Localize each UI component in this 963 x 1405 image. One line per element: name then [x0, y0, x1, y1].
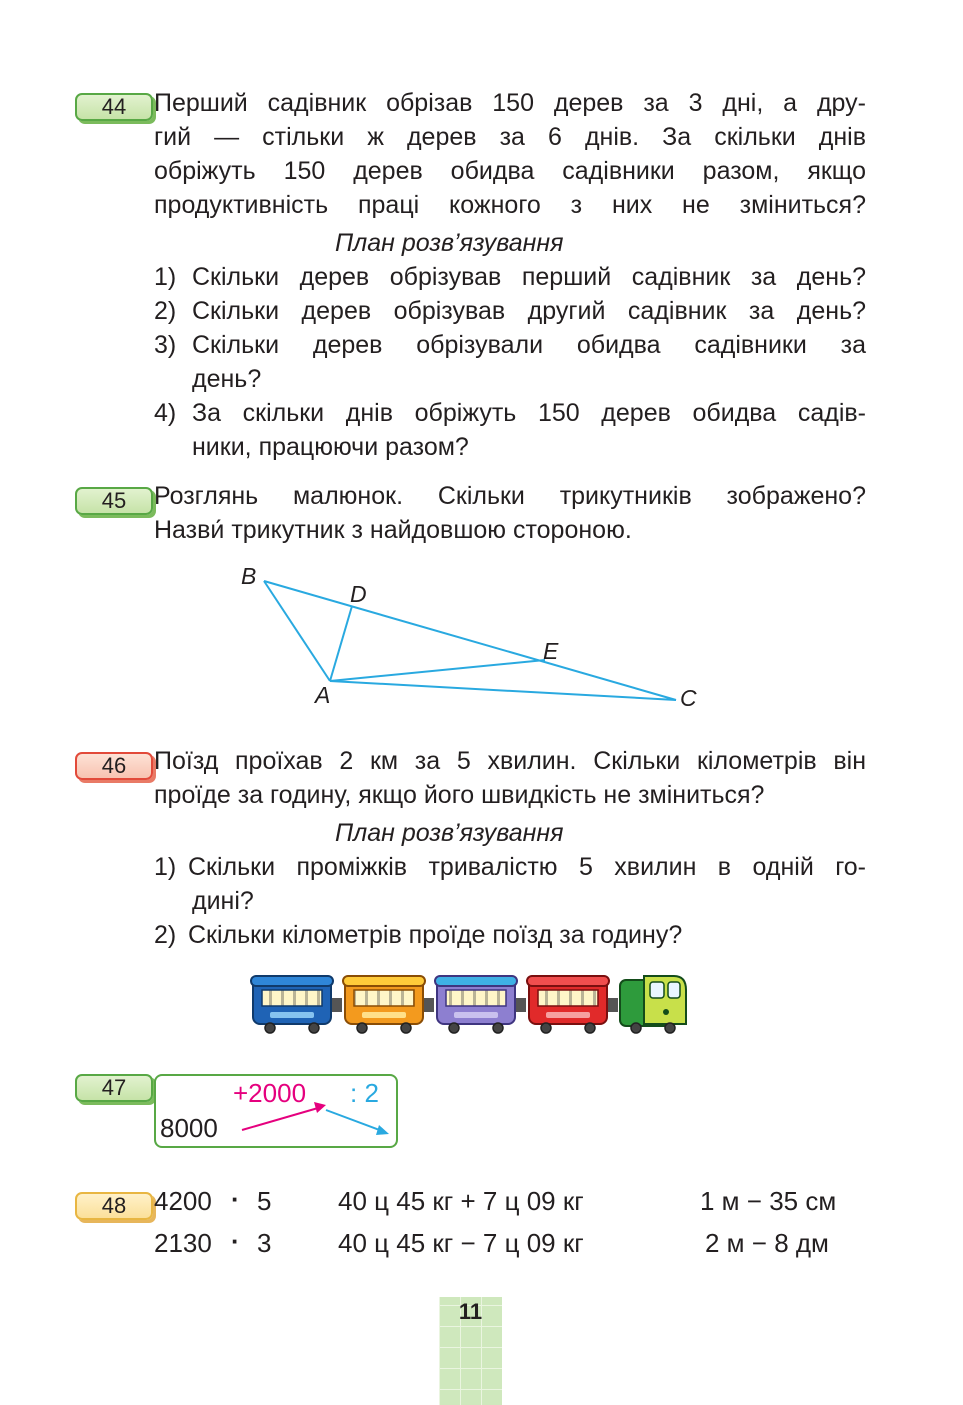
point-label-E: E [543, 638, 559, 664]
task-44-plan-item-2: Скільки дерев обрізував другий садівник за день? [192, 297, 866, 325]
chain-operation-add: +2000 [233, 1078, 307, 1108]
task-46-plan-num-1: 1) [154, 853, 177, 881]
task-46-plan-item-2: Скільки кілометрів проїде поїзд за годину? [188, 921, 683, 949]
task-number-badge-47: 47 [75, 1074, 153, 1102]
task-45-text-line-2: Назви́ трикутник з найдовшою стороною. [154, 516, 632, 544]
expr-2: 40 ц 45 кг + 7 ц 09 кг [338, 1186, 584, 1216]
chain-operation-divide: : 2 [350, 1078, 379, 1108]
task-number-badge-46: 46 [75, 752, 153, 780]
arrow-divide [326, 1110, 382, 1131]
task-44-plan-num-4: 4) [154, 399, 177, 427]
task-number-badge-45: 45 [75, 487, 153, 515]
task-46-plan-item-1-cont: дині? [192, 887, 254, 915]
expr-1-right: 5 [257, 1186, 272, 1216]
task-46-plan-item-1: Скільки проміжків тривалістю 5 хвилин в одній го- [188, 853, 866, 881]
task-44-plan-item-3: Скільки дерев обрізували обидва садівники за [192, 331, 866, 359]
task-number-badge-44: 44 [75, 93, 153, 121]
task-44-plan-item-3-cont: день? [192, 365, 262, 393]
chain-start-value: 8000 [160, 1113, 218, 1143]
task-46-text-line-2: проїде за годину, якщо його швидкість не зміниться? [154, 781, 765, 809]
expr-4-left: 2130 [154, 1228, 212, 1258]
task-44-plan-title: План розв’язування [335, 229, 564, 257]
expr-4-operator: · [231, 1226, 240, 1256]
task-46-plan-num-2: 2) [154, 921, 177, 949]
point-label-A: A [315, 682, 331, 708]
expr-4-right: 3 [257, 1228, 272, 1258]
expr-6: 2 м − 8 дм [705, 1228, 829, 1258]
point-label-B: B [241, 563, 257, 589]
task-number-badge-48: 48 [75, 1192, 153, 1220]
task-44-text-line-3: обріжуть 150 дерев обидва садівники разом, якщо [154, 157, 866, 185]
expr-1-operator: · [231, 1184, 240, 1214]
arrow-add [242, 1108, 318, 1130]
task-44-plan-item-4: За скільки днів обріжуть 150 дерев обидва садів- [192, 399, 866, 427]
point-label-C: C [680, 685, 697, 711]
point-label-D: D [350, 581, 367, 607]
arrow-add-head [314, 1102, 326, 1113]
task-44-plan-num-1: 1) [154, 263, 177, 291]
page-number: 11 [458, 1299, 483, 1324]
task-44-text-line-1: Перший садівник обрізав 150 дерев за 3 дні, а дру- [154, 89, 866, 117]
task-45-text-line-1: Розглянь малюнок. Скільки трикутників зображено? [154, 482, 866, 510]
task-46-text-line-1: Поїзд проїхав 2 км за 5 хвилин. Скільки кілометрів він [154, 747, 866, 775]
task-46-plan-title: План розв’язування [335, 819, 564, 847]
task-44-text-line-4: продуктивність праці кожного з них не зміниться? [154, 191, 866, 219]
task-44-plan-num-3: 3) [154, 331, 177, 359]
task-44-text-line-2: гий — стільки ж дерев за 6 днів. За скільки днів [154, 123, 866, 151]
expr-1-left: 4200 [154, 1186, 212, 1216]
task-44-plan-num-2: 2) [154, 297, 177, 325]
expr-5: 40 ц 45 кг − 7 ц 09 кг [338, 1228, 584, 1258]
task-44-plan-item-1: Скільки дерев обрізував перший садівник за день? [192, 263, 866, 291]
arrow-divide-head [376, 1125, 389, 1135]
task-44-plan-item-4-cont: ники, працюючи разом? [192, 433, 469, 461]
expr-3: 1 м − 35 см [700, 1186, 837, 1216]
